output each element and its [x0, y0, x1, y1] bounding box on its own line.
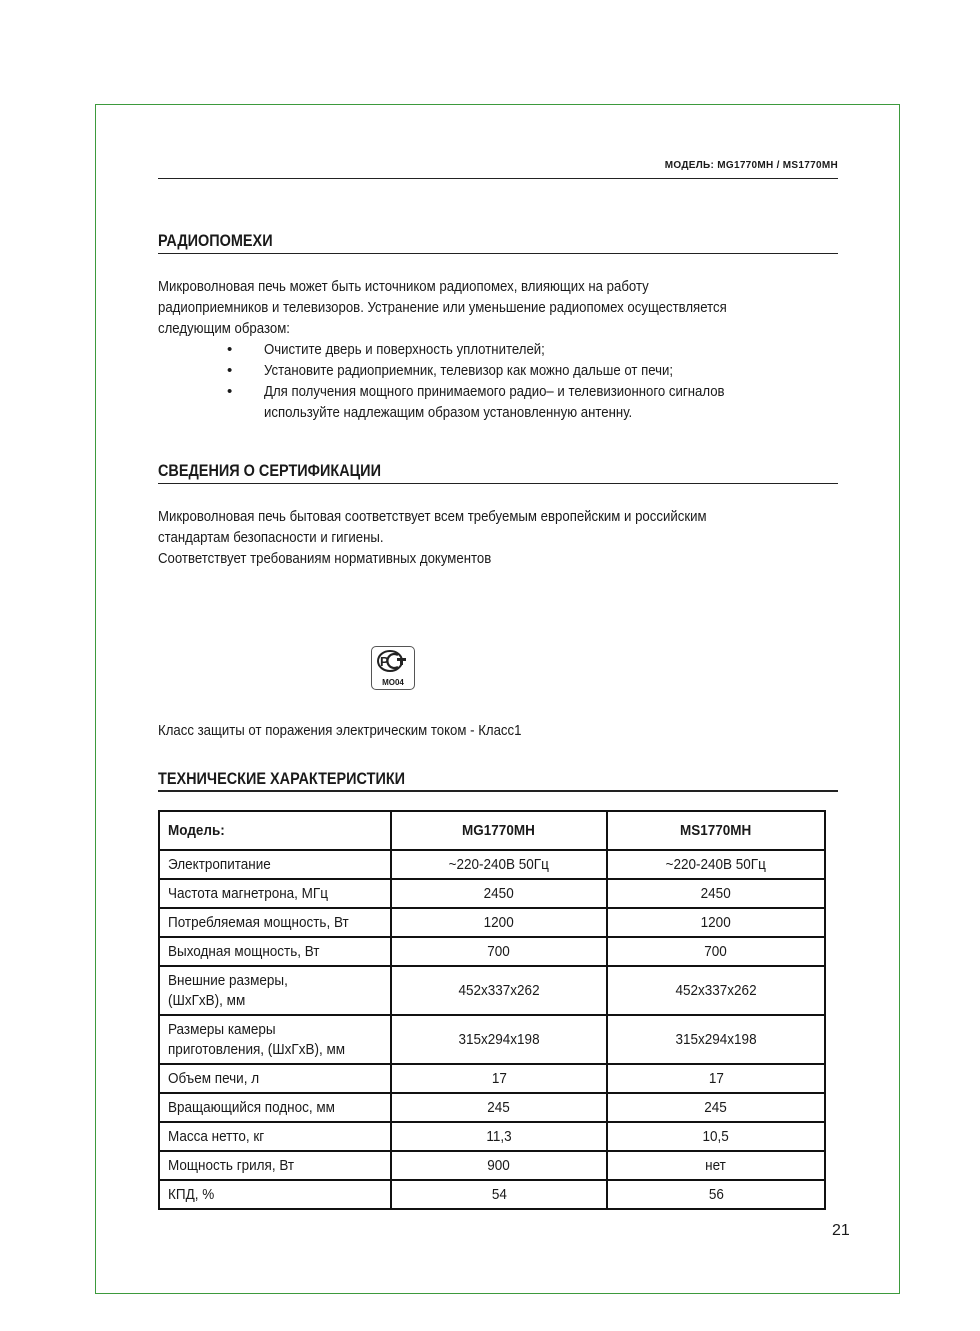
svg-text:Р: Р [380, 654, 389, 669]
section-title-specs: ТЕХНИЧЕСКИЕ ХАРАКТЕРИСТИКИ [158, 769, 406, 788]
specs-table [158, 810, 826, 1210]
rst-certification-mark-icon [371, 646, 415, 690]
table-cell: 700 [607, 937, 825, 966]
row-label: Мощность гриля, Вт [159, 1151, 391, 1180]
table-cell: 11,3 [391, 1122, 607, 1151]
paragraph-line: Микроволновая печь может быть источником радиопомех, влияющих на работу [158, 278, 649, 295]
model-header: МОДЕЛЬ: MG1770MH / MS1770MH [664, 160, 838, 171]
section-rule [158, 253, 838, 254]
row-label: КПД, % [159, 1180, 391, 1209]
list-item: • Очистите дверь и поверхность уплотнителей; [227, 341, 545, 358]
table-row [159, 1093, 825, 1122]
table-row [159, 1180, 825, 1209]
table-row [159, 1064, 825, 1093]
radio-bullet-list [222, 339, 787, 423]
table-cell: 245 [607, 1093, 825, 1122]
paragraph-line: Микроволновая печь бытовая соответствует всем требуемым европейским и российским [158, 508, 707, 525]
table-row [159, 1122, 825, 1151]
table-cell: 2450 [391, 879, 607, 908]
paragraph-line: радиоприемников и телевизоров. Устранение или уменьшение радиопомех осуществляется [158, 299, 727, 316]
pct-logo-icon [375, 649, 411, 675]
section-title-radio: РАДИОПОМЕХИ [158, 231, 273, 250]
table-cell: 10,5 [607, 1122, 825, 1151]
table-cell: 452x337x262 [391, 966, 607, 1015]
table-row [159, 966, 825, 1015]
table-cell: 245 [391, 1093, 607, 1122]
table-cell: 2450 [607, 879, 825, 908]
table-header-row [159, 811, 825, 850]
row-label: Внешние размеры, (ШхГхВ), мм [159, 966, 391, 1015]
table-cell: 452x337x262 [607, 966, 825, 1015]
row-label: Размеры камеры приготовления, (ШхГхВ), мм [159, 1015, 391, 1064]
row-label: Потребляемая мощность, Вт [159, 908, 391, 937]
table-cell: 315x294x198 [607, 1015, 825, 1064]
table-cell: 1200 [391, 908, 607, 937]
table-cell: ~220-240В 50Гц [607, 850, 825, 879]
list-item-continuation: используйте надлежащим образом установленную антенну. [264, 404, 633, 421]
section-rule [158, 790, 838, 792]
table-row [159, 879, 825, 908]
row-label: Масса нетто, кг [159, 1122, 391, 1151]
table-cell: 900 [391, 1151, 607, 1180]
table-cell: 17 [391, 1064, 607, 1093]
section-title-certification: СВЕДЕНИЯ О СЕРТИФИКАЦИИ [158, 461, 381, 480]
table-cell: 56 [607, 1180, 825, 1209]
page-number: 21 [832, 1222, 850, 1239]
bullet-icon: • [227, 341, 233, 358]
bullet-icon: • [227, 362, 233, 379]
row-label: Объем печи, л [159, 1064, 391, 1093]
certification-code: МО04 [382, 678, 404, 687]
paragraph-line: следующим образом: [158, 320, 290, 337]
list-item: • Установите радиоприемник, телевизор как можно дальше от печи; [227, 362, 674, 379]
table-cell: 1200 [607, 908, 825, 937]
row-label: Частота магнетрона, МГц [159, 879, 391, 908]
header-rule [158, 178, 838, 179]
table-row [159, 850, 825, 879]
radio-paragraph [158, 276, 774, 339]
table-cell: 315x294x198 [391, 1015, 607, 1064]
table-row [159, 1151, 825, 1180]
bullet-icon: • [227, 383, 233, 400]
table-row [159, 937, 825, 966]
list-item: • Для получения мощного принимаемого радио– и телевизионного сигналов [227, 383, 725, 400]
table-row [159, 908, 825, 937]
row-label: Вращающийся поднос, мм [159, 1093, 391, 1122]
column-header: MS1770MH [607, 811, 825, 850]
paragraph-line: Соответствует требованиям нормативных документов [158, 550, 492, 567]
table-cell: нет [607, 1151, 825, 1180]
column-header: MG1770MH [391, 811, 607, 850]
protection-class: Класс защиты от поражения электрическим током - Класс1 [158, 722, 522, 739]
row-label: Электропитание [159, 850, 391, 879]
certification-paragraph [158, 506, 774, 569]
column-header: Модель: [159, 811, 391, 850]
table-cell: 700 [391, 937, 607, 966]
table-cell: 54 [391, 1180, 607, 1209]
table-cell: ~220-240В 50Гц [391, 850, 607, 879]
paragraph-line: стандартам безопасности и гигиены. [158, 529, 384, 546]
table-cell: 17 [607, 1064, 825, 1093]
section-rule [158, 483, 838, 484]
table-row [159, 1015, 825, 1064]
row-label: Выходная мощность, Вт [159, 937, 391, 966]
